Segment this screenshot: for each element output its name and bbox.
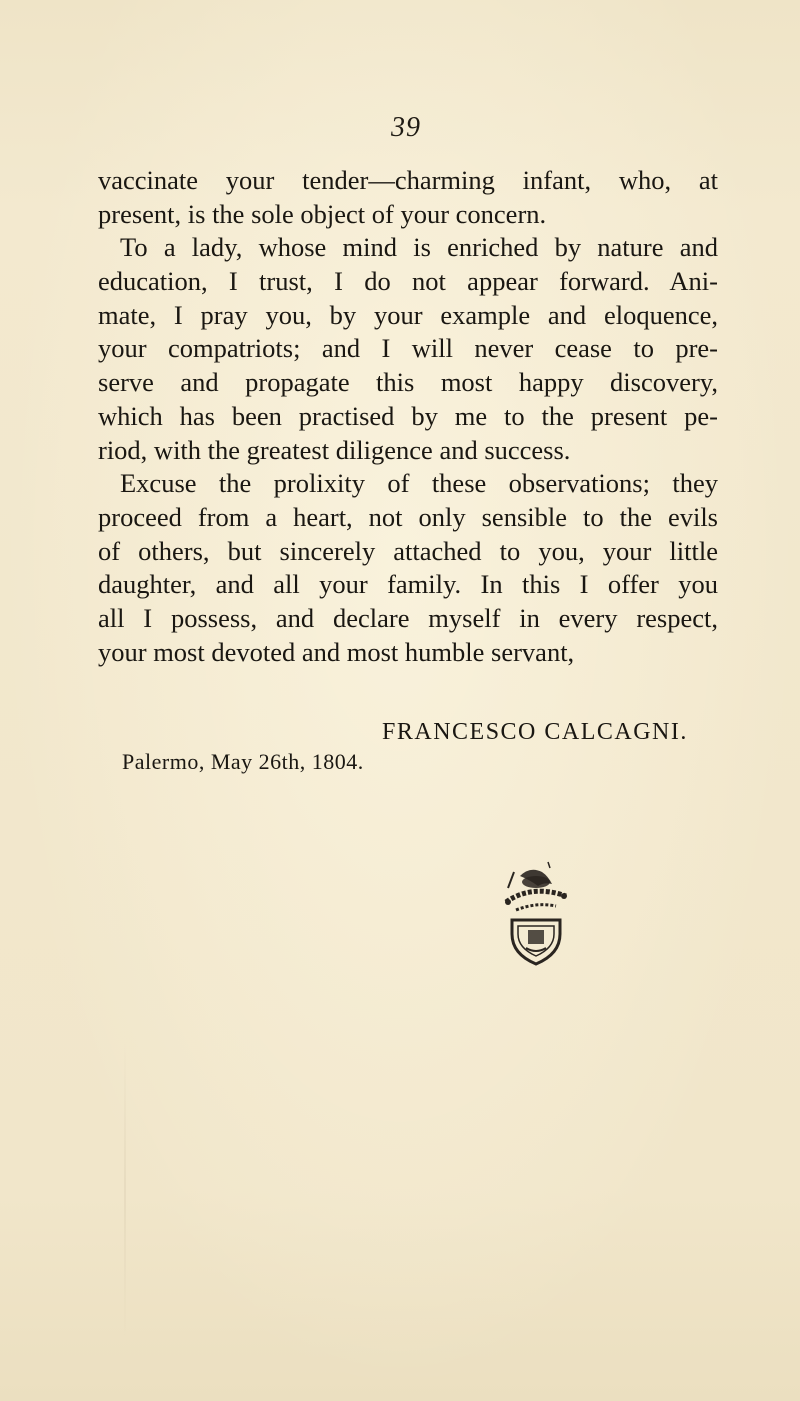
page-crease: [124, 1040, 126, 1340]
library-stamp-icon: [478, 858, 588, 968]
place-date: Palermo, May 26th, 1804.: [122, 749, 364, 774]
text-line: present, is the sole object of your concern.: [98, 198, 547, 229]
text-line: proceed from a heart, not only sensible to the evils: [98, 501, 718, 532]
text-line: your most devoted and most humble servant,: [98, 636, 575, 667]
text-line: riod, with the greatest diligence and success.: [98, 434, 571, 465]
text-line: your compatriots; and I will never cease to pre-: [98, 333, 718, 364]
text-line: Excuse the prolixity of these observations; they: [120, 468, 718, 499]
body-text: [98, 164, 718, 669]
text-line: of others, but sincerely attached to you, your little: [98, 535, 718, 566]
text-line: which has been practised by me to the present pe-: [98, 400, 718, 431]
text-line: mate, I pray you, by your example and eloquence,: [98, 299, 718, 330]
text-line: education, I trust, I do not appear forward. Ani-: [98, 266, 718, 297]
page-number: 39: [391, 112, 421, 143]
text-line: vaccinate your tender—charming infant, who, at: [98, 165, 718, 195]
text-line: To a lady, whose mind is enriched by nature and: [120, 232, 718, 263]
text-line: all I possess, and declare myself in every respect,: [98, 602, 718, 633]
text-line: daughter, and all your family. In this I offer you: [98, 569, 718, 600]
signature: FRANCESCO CALCAGNI.: [382, 719, 688, 745]
text-line: serve and propagate this most happy discovery,: [98, 367, 718, 398]
